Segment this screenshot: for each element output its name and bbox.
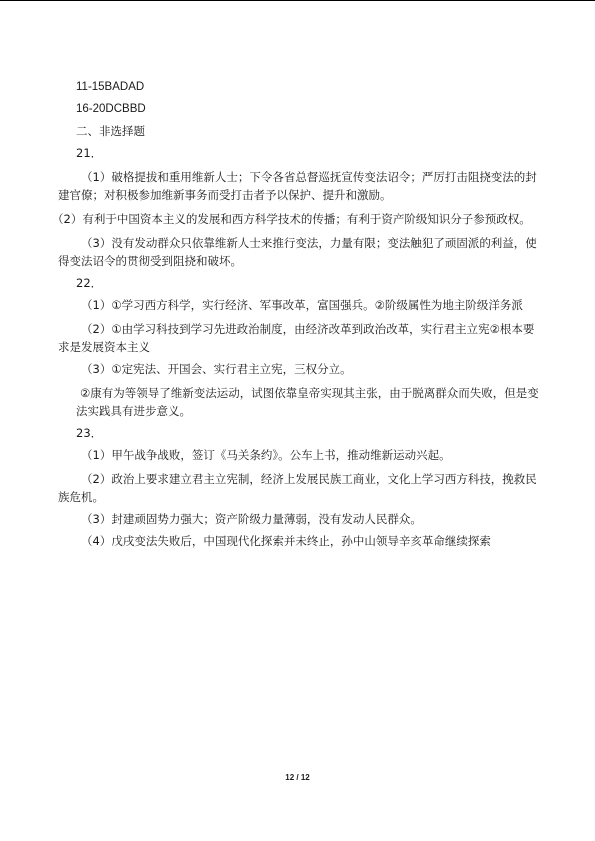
question-22-part-3: （3）①定宪法、开国会、实行君主立宪，三权分立。 bbox=[81, 362, 352, 376]
question-22-part-1: （1）①学习西方科学，实行经济、军事改革，富国强兵。②阶级属性为地主阶级洋务派 bbox=[81, 298, 523, 312]
question-21-part-3: （3）没有发动群众只依靠维新人士来推行变法，力量有限；变法触犯了顽固派的利益，使得变法诏令的贯彻受到阻挠和破坏。 bbox=[58, 236, 537, 268]
top-border-line bbox=[0, 0, 595, 1]
choice-answers-11-15: 11-15BADAD bbox=[76, 81, 145, 93]
question-22-number: 22． bbox=[76, 276, 103, 290]
question-23-part-2: （2）政治上要求建立君主立宪制，经济上发展民族工商业，文化上学习西方科技，挽救民族危机。 bbox=[58, 472, 537, 504]
question-21-part-2: （2）有利于中国资本主义的发展和西方科学技术的传播；有利于资产阶级知识分子参预政权。 bbox=[52, 212, 531, 226]
question-21-number: 21． bbox=[76, 146, 103, 160]
question-22-part-2: （2）①由学习科技到学习先进政治制度，由经济改革到政治改革，实行君主立宪②根本要求是发展资本主义 bbox=[58, 322, 535, 354]
section-title: 二、非选择题 bbox=[76, 124, 145, 138]
answer-content bbox=[52, 80, 541, 556]
choice-answers-16-20: 16-20DCBBD bbox=[76, 103, 146, 115]
page-number: 12 / 12 bbox=[285, 773, 310, 782]
question-23-part-3: （3）封建顽固势力强大；资产阶级力量薄弱，没有发动人民群众。 bbox=[81, 512, 422, 526]
question-21-part-1: （1）破格提拔和重用维新人士；下令各省总督巡抚宣传变法诏令；严厉打击阻挠变法的封建官僚；对积极参加维新事务而受打击者予以保护、提升和激励。 bbox=[58, 170, 537, 202]
question-23-part-1: （1）甲午战争战败，签订《马关条约》。公车上书，推动维新运动兴起。 bbox=[81, 448, 451, 462]
question-23-part-4: （4）戊戌变法失败后，中国现代化探索并未终止，孙中山领导辛亥革命继续探索 bbox=[81, 534, 491, 548]
question-22-part-4: ②康有为等领导了维新变法运动，试图依靠皇帝实现其主张，由于脱离群众而失败，但是变法实践具有进步意义。 bbox=[76, 386, 539, 418]
question-23-number: 23． bbox=[76, 426, 103, 440]
